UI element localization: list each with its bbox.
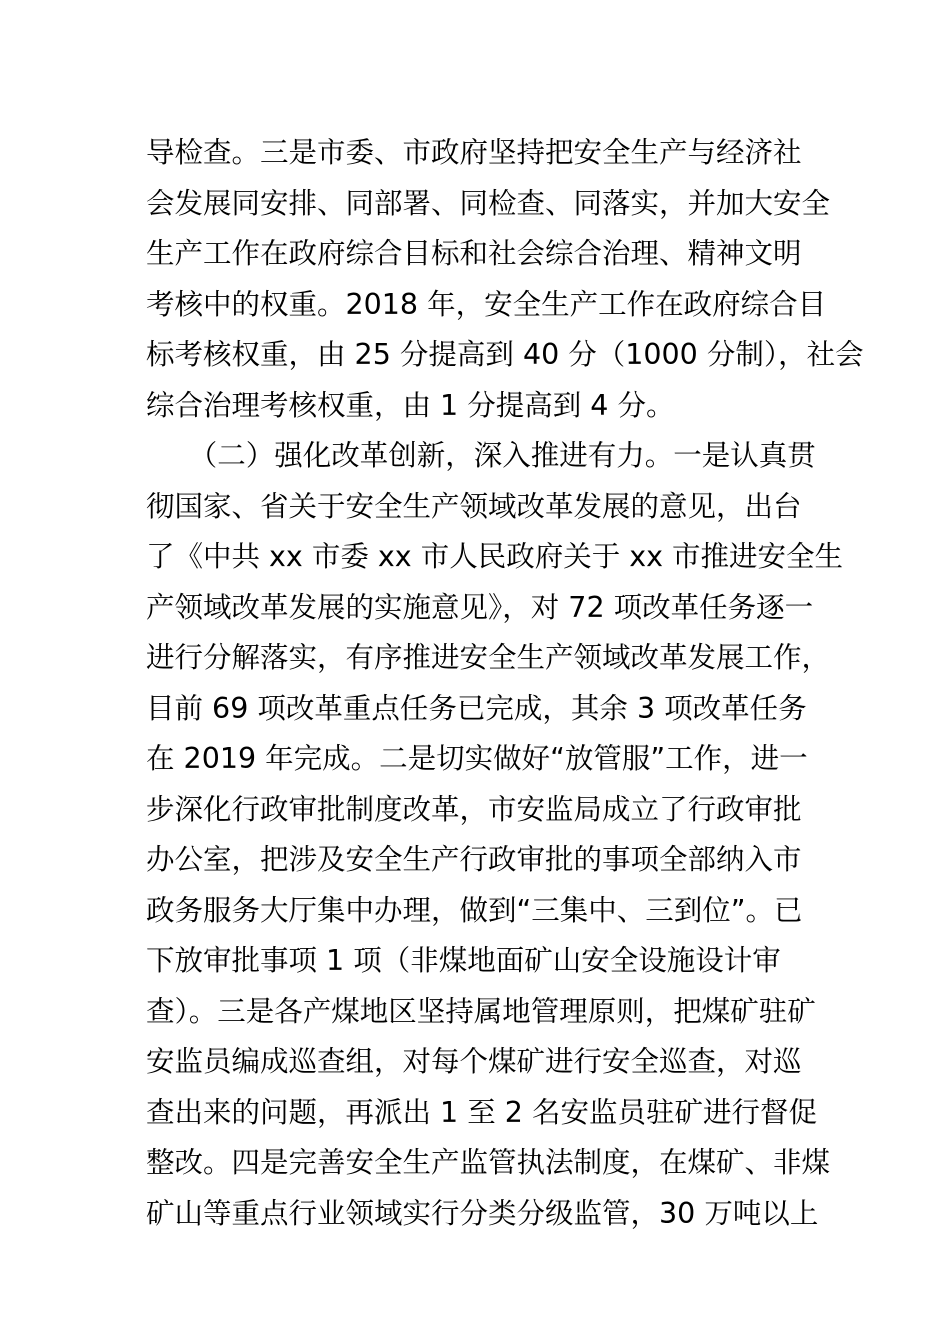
text-line: 会发展同安排、同部署、同检查、同落实，并加大安全	[146, 186, 831, 220]
text-line: 生产工作在政府综合目标和社会综合治理、精神文明	[146, 237, 802, 270]
text-line: 办公室，把涉及安全生产行政审批的事项全部纳入市	[146, 843, 802, 876]
text-line: 矿山等重点行业领域实行分类分级监管，30 万吨以上	[146, 1196, 819, 1230]
text-line: 步深化行政审批制度改革，市安监局成立了行政审批	[146, 792, 802, 826]
text-line: 考核中的权重。2018 年，安全生产工作在政府综合目	[146, 287, 827, 321]
text-line: 政务服务大厅集中办理，做到“三集中、三到位”。已	[146, 893, 803, 927]
text-line: 标考核权重，由 25 分提高到 40 分（1000 分制），社会	[146, 338, 864, 371]
text-line: 安监员编成巡查组，对每个煤矿进行安全巡查，对巡	[146, 1045, 802, 1078]
section-heading-line: （二）强化改革创新，深入推进有力。一是认真贯	[146, 439, 816, 472]
text-line: 下放审批事项 1 项（非煤地面矿山安全设施设计审	[146, 944, 781, 977]
body-text	[146, 128, 864, 1239]
text-line: 导检查。三是市委、市政府坚持把安全生产与经济社	[146, 136, 802, 169]
text-line: 了《中共 xx 市委 xx 市人民政府关于 xx 市推进安全生	[146, 540, 844, 573]
text-line: 综合治理考核权重，由 1 分提高到 4 分。	[146, 388, 675, 422]
text-line: 彻国家、省关于安全生产领域改革发展的意见，出台	[146, 489, 802, 523]
text-line: 产领域改革发展的实施意见》，对 72 项改革任务逐一	[146, 590, 814, 624]
text-line: 查）。三是各产煤地区坚持属地管理原则，把煤矿驻矿	[146, 994, 816, 1028]
text-line: 整改。四是完善安全生产监管执法制度，在煤矿、非煤	[146, 1146, 831, 1179]
text-line: 在 2019 年完成。二是切实做好“放管服”工作，进一	[146, 742, 808, 775]
text-line: 目前 69 项改革重点任务已完成，其余 3 项改革任务	[146, 691, 807, 725]
text-line: 查出来的问题，再派出 1 至 2 名安监员驻矿进行督促	[146, 1095, 818, 1129]
text-line: 进行分解落实，有序推进安全生产领域改革发展工作，	[146, 641, 831, 674]
